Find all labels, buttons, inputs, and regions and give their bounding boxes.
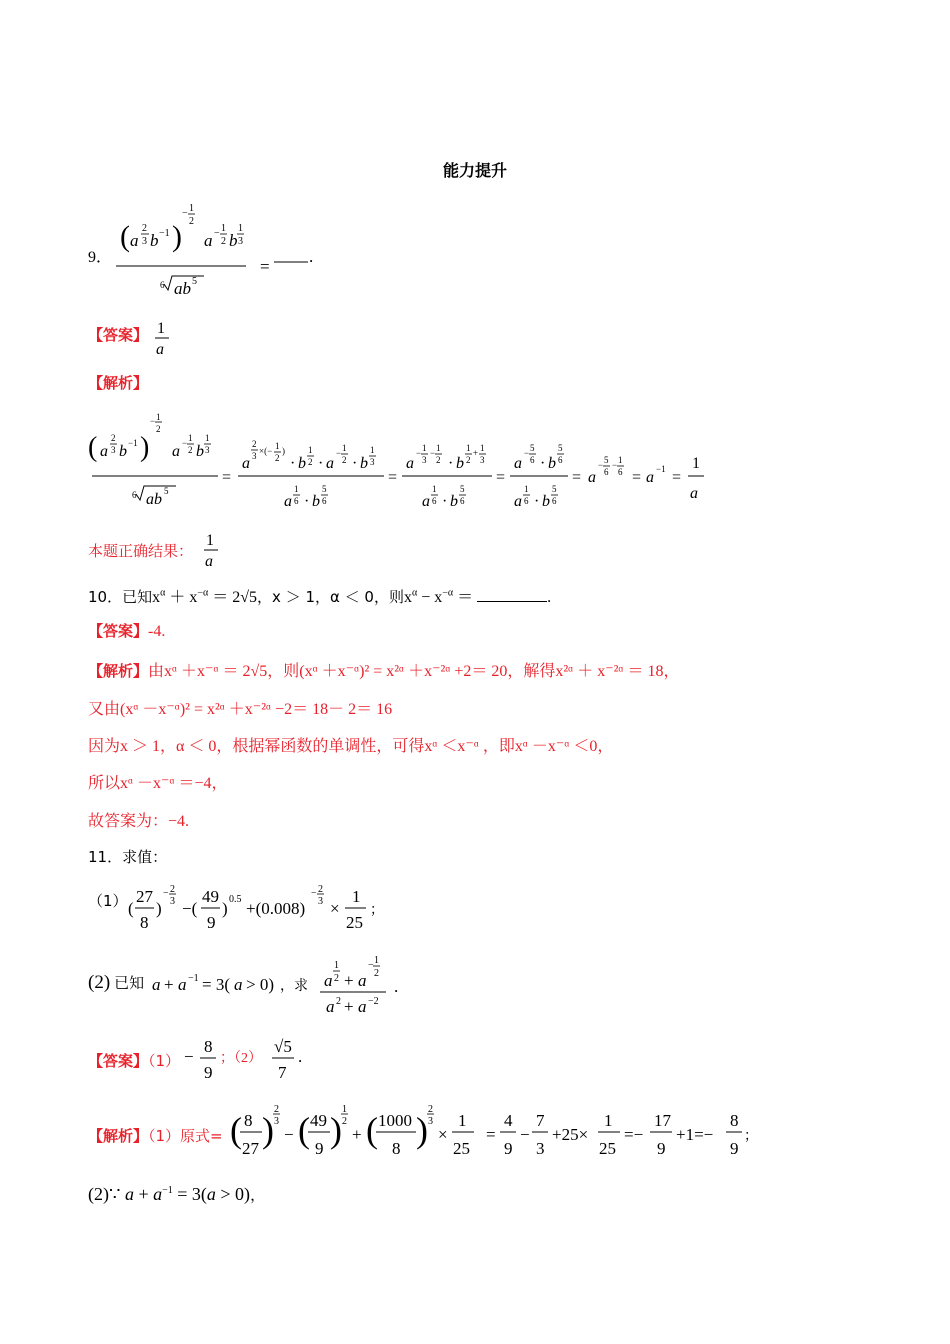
svg-text:(: ( — [298, 1110, 310, 1150]
svg-text:9: 9 — [207, 913, 216, 932]
section-title: 能力提升 — [442, 161, 507, 180]
svg-text:a: a — [326, 455, 334, 472]
svg-text:+: + — [473, 448, 479, 458]
answer-blank — [477, 589, 547, 602]
svg-text:1: 1 — [432, 484, 437, 494]
svg-text:4: 4 — [504, 1111, 513, 1130]
svg-text:2: 2 — [436, 455, 441, 465]
svg-text:= 3(: = 3( — [202, 975, 230, 994]
svg-text:a: a — [242, 455, 250, 472]
svg-text:8: 8 — [204, 1037, 213, 1056]
svg-text:·: · — [304, 493, 310, 510]
conclusion-label: 本题正确结果： — [88, 542, 194, 560]
svg-text:a: a — [514, 455, 522, 472]
svg-text:2: 2 — [374, 968, 379, 979]
svg-text:−1: −1 — [128, 438, 138, 448]
q9-conclusion — [88, 540, 193, 561]
svg-text:1: 1 — [374, 955, 379, 966]
svg-text:−: − — [524, 448, 530, 458]
svg-text:7: 7 — [536, 1111, 545, 1130]
svg-text:3: 3 — [318, 896, 323, 907]
svg-text:): ) — [156, 899, 162, 918]
svg-text:25: 25 — [599, 1139, 616, 1158]
svg-text:(: ( — [128, 899, 134, 918]
svg-text:−: − — [520, 1125, 530, 1144]
question-11: 11．求值： — [88, 848, 168, 866]
svg-text:.: . — [298, 1047, 303, 1066]
q10-stem-end: . — [547, 589, 552, 606]
svg-text:·: · — [540, 455, 546, 472]
q10-target: $x^\alpha - x^{-\alpha}$ ＝ — [403, 587, 478, 606]
svg-text:−2: −2 — [368, 996, 379, 1007]
q10-analysis-line-1 — [88, 658, 679, 681]
svg-text:> 0): > 0) — [246, 975, 274, 994]
svg-text:): ) — [262, 1110, 274, 1150]
svg-text:): ) — [282, 446, 285, 456]
svg-text:a: a — [422, 493, 430, 510]
svg-text:3: 3 — [142, 236, 147, 247]
svg-text:6: 6 — [558, 455, 563, 465]
svg-text:6: 6 — [552, 496, 557, 506]
part-label: (2) — [88, 972, 111, 993]
answer-label: 【答案】 — [88, 622, 149, 640]
svg-text:3: 3 — [480, 455, 485, 465]
svg-text:17: 17 — [654, 1111, 671, 1130]
q11-part-1-expression — [126, 880, 396, 936]
svg-text:25: 25 — [346, 913, 363, 932]
svg-text:=: = — [222, 469, 232, 486]
svg-text:7: 7 — [278, 1063, 287, 1082]
svg-text:；: ； — [370, 903, 384, 918]
q9-analysis — [88, 372, 148, 393]
svg-text:a: a — [205, 553, 213, 570]
svg-text:3: 3 — [238, 236, 243, 247]
svg-text:49: 49 — [202, 887, 219, 906]
svg-text:=: = — [632, 469, 642, 486]
svg-text:): ) — [222, 899, 228, 918]
answer-value: -4. — [148, 623, 166, 640]
svg-text:5: 5 — [604, 455, 609, 465]
svg-text:a: a — [406, 455, 414, 472]
svg-text:9: 9 — [504, 1139, 513, 1158]
svg-text:a: a — [152, 975, 161, 994]
analysis-label: 【解析】 — [88, 374, 149, 392]
svg-text:6: 6 — [618, 467, 623, 477]
svg-text:1: 1 — [692, 455, 700, 472]
svg-text:·: · — [318, 455, 324, 472]
svg-text:6: 6 — [530, 455, 535, 465]
svg-text:27: 27 — [136, 887, 153, 906]
q9-answer-fraction — [152, 318, 174, 360]
svg-text:27: 27 — [242, 1139, 259, 1158]
svg-text:b: b — [450, 493, 458, 510]
svg-text:1: 1 — [342, 443, 347, 453]
svg-text:ab: ab — [146, 491, 162, 508]
q10-answer — [88, 620, 165, 641]
svg-text:9: 9 — [204, 1063, 213, 1082]
svg-text:9: 9 — [657, 1139, 666, 1158]
svg-text:a: a — [284, 493, 292, 510]
q11-analysis — [88, 1125, 223, 1146]
svg-text:2: 2 — [334, 973, 339, 984]
svg-text:6: 6 — [432, 496, 437, 506]
svg-text:1: 1 — [618, 455, 623, 465]
svg-text:；: ； — [744, 1129, 758, 1144]
svg-text:a: a — [646, 469, 654, 486]
svg-text:2: 2 — [170, 884, 175, 895]
svg-text:a: a — [156, 341, 164, 358]
svg-text:×: × — [438, 1125, 448, 1144]
svg-text:1: 1 — [221, 223, 226, 234]
svg-text:·: · — [352, 455, 358, 472]
answer-part-1-label: （1） — [148, 1052, 181, 1070]
svg-text:b: b — [229, 231, 238, 250]
q11-analysis-expression — [230, 1100, 760, 1170]
svg-text:a: a — [324, 971, 333, 990]
svg-text:−: − — [214, 228, 220, 239]
svg-text:1: 1 — [466, 443, 471, 453]
svg-text:1: 1 — [370, 445, 375, 455]
q10-stem-prefix: 10．已知 — [88, 588, 153, 606]
svg-text:a: a — [234, 975, 243, 994]
svg-text:1: 1 — [458, 1111, 467, 1130]
q10-analysis-line-4: 所以xᵅ －x⁻ᵅ ＝−4， — [88, 775, 228, 792]
svg-text:b: b — [150, 231, 159, 250]
known-label: 已知 — [114, 974, 145, 992]
svg-text:a: a — [358, 971, 367, 990]
svg-text:−: − — [182, 208, 188, 219]
svg-text:5: 5 — [558, 443, 563, 453]
svg-text:5: 5 — [530, 443, 535, 453]
svg-text:ab: ab — [174, 279, 191, 298]
svg-text:5: 5 — [460, 484, 465, 494]
svg-text:−: − — [416, 448, 422, 458]
svg-text:+: + — [344, 971, 354, 990]
svg-text:=: = — [486, 1125, 496, 1144]
q11-part-2-expression — [148, 954, 408, 1018]
svg-text:2: 2 — [342, 455, 347, 465]
svg-text:.: . — [394, 977, 399, 996]
svg-text:): ) — [140, 432, 150, 463]
svg-text:b: b — [548, 455, 556, 472]
svg-text:2: 2 — [221, 236, 226, 247]
analysis-part-1: （1）原式= — [148, 1127, 223, 1145]
svg-text:1: 1 — [436, 443, 441, 453]
svg-text:−: − — [150, 416, 156, 426]
svg-text:1: 1 — [334, 960, 339, 971]
svg-text:): ) — [416, 1110, 428, 1150]
svg-text:2: 2 — [274, 1104, 279, 1115]
svg-text:1: 1 — [206, 532, 214, 549]
svg-text:2: 2 — [428, 1104, 433, 1115]
svg-text:=: = — [388, 469, 398, 486]
svg-text:−: − — [163, 888, 169, 899]
svg-text:6: 6 — [322, 496, 327, 506]
question-9 — [88, 244, 112, 267]
svg-text:1: 1 — [480, 443, 485, 453]
svg-text:(: ( — [120, 220, 130, 253]
svg-text:2: 2 — [466, 455, 471, 465]
svg-text:2: 2 — [308, 457, 313, 467]
svg-text:a: a — [326, 997, 335, 1016]
svg-text:+: + — [164, 975, 174, 994]
svg-text:5: 5 — [552, 484, 557, 494]
question-9-expression — [112, 198, 322, 304]
q11-part-2-solution — [88, 1184, 265, 1205]
svg-text:−: − — [336, 448, 342, 458]
svg-text:6: 6 — [294, 496, 299, 506]
svg-text:2: 2 — [142, 223, 147, 234]
q10-analysis-line-5: 故答案为：−4. — [88, 813, 190, 830]
svg-text:5: 5 — [164, 486, 169, 496]
svg-text:3: 3 — [428, 1116, 433, 1127]
part-2-solution-end: ， — [250, 1186, 266, 1204]
q10-condition-1: $x^\alpha + x^{-\alpha} = 2√5$ — [152, 587, 258, 606]
svg-text:−: − — [182, 438, 188, 448]
svg-text:1: 1 — [238, 223, 243, 234]
svg-text:8: 8 — [730, 1111, 739, 1130]
svg-text:2: 2 — [188, 445, 193, 455]
svg-text:25: 25 — [453, 1139, 470, 1158]
svg-text:+1=−: +1=− — [676, 1125, 714, 1144]
svg-text:a: a — [130, 231, 139, 250]
svg-text:·: · — [448, 455, 454, 472]
svg-text:b: b — [312, 493, 320, 510]
svg-text:·: · — [534, 493, 540, 510]
svg-text:8: 8 — [244, 1111, 253, 1130]
svg-text:3: 3 — [252, 451, 257, 461]
svg-text:(: ( — [88, 432, 98, 463]
q9-analysis-derivation — [88, 410, 718, 520]
svg-text:−1: −1 — [188, 973, 199, 984]
svg-text:×: × — [330, 899, 340, 918]
svg-text:=: = — [572, 469, 582, 486]
svg-text:b: b — [298, 455, 306, 472]
svg-text:−1: −1 — [656, 464, 666, 474]
answer-label: 【答案】 — [88, 1052, 149, 1070]
q11-answer-values — [184, 1034, 314, 1088]
svg-text:1: 1 — [342, 1104, 347, 1115]
analysis-label: 【解析】 — [88, 1127, 149, 1145]
svg-text:1: 1 — [422, 443, 427, 453]
svg-text:0.5: 0.5 — [229, 894, 242, 905]
svg-text:2: 2 — [111, 433, 116, 443]
svg-text:1: 1 — [189, 203, 194, 214]
svg-text:×(−: ×(− — [259, 446, 273, 456]
q9-answer — [88, 324, 148, 345]
q11-part-1 — [88, 890, 128, 911]
svg-text:5: 5 — [322, 484, 327, 494]
svg-text:6: 6 — [524, 496, 529, 506]
svg-text:−: − — [430, 448, 436, 458]
svg-text:·: · — [290, 455, 296, 472]
svg-text:−: − — [184, 1047, 194, 1066]
svg-text:，求: ，求 — [280, 979, 308, 994]
svg-text:49: 49 — [310, 1111, 327, 1130]
svg-text:√5: √5 — [274, 1037, 292, 1056]
svg-text:−: − — [368, 960, 374, 971]
svg-text:−: − — [284, 1125, 294, 1144]
answer-label: 【答案】 — [88, 326, 149, 344]
svg-text:−: − — [598, 460, 604, 470]
analysis-label: 【解析】 — [88, 662, 149, 680]
svg-text:6: 6 — [160, 280, 165, 290]
svg-text:9: 9 — [730, 1139, 739, 1158]
svg-text:5: 5 — [192, 276, 197, 287]
svg-text:−: − — [612, 460, 618, 470]
svg-text:1: 1 — [604, 1111, 613, 1130]
svg-text:a: a — [588, 469, 596, 486]
svg-text:8: 8 — [392, 1139, 401, 1158]
svg-text:.: . — [309, 247, 314, 266]
svg-text:2: 2 — [189, 216, 194, 227]
question-10 — [88, 584, 551, 607]
part-2-solution-text: (2)∵ $a + a^{-1} = 3(a > 0)$ — [88, 1184, 251, 1204]
svg-text:2: 2 — [275, 453, 280, 463]
svg-text:3: 3 — [370, 457, 375, 467]
svg-text:·: · — [442, 493, 448, 510]
svg-text:6: 6 — [460, 496, 465, 506]
svg-text:): ) — [172, 220, 182, 253]
svg-text:1: 1 — [156, 412, 161, 422]
q11-answer — [88, 1050, 180, 1071]
svg-text:3: 3 — [205, 445, 210, 455]
svg-text:=: = — [672, 469, 682, 486]
svg-text:a: a — [690, 485, 698, 502]
svg-text:3: 3 — [170, 896, 175, 907]
svg-text:3: 3 — [422, 455, 427, 465]
analysis-text: 由xᵅ ＋x⁻ᵅ ＝ 2√5，则(xᵅ ＋x⁻ᵅ)² = x²ᵅ ＋x⁻²ᵅ +2＝ 20，解得x²ᵅ ＋ x⁻²ᵅ ＝ 18， — [148, 663, 680, 680]
svg-text:2: 2 — [156, 424, 161, 434]
q10-analysis-line-3: 因为x ＞ 1，α ＜ 0，根据幂函数的单调性，可得xᵅ ＜x⁻ᵅ ，即xᵅ －x⁻ᵅ ＜0， — [88, 738, 614, 755]
svg-text:2: 2 — [318, 884, 323, 895]
q9-conclusion-fraction — [201, 530, 223, 572]
svg-text:b: b — [119, 443, 127, 460]
svg-text:1: 1 — [205, 433, 210, 443]
svg-text:6: 6 — [604, 467, 609, 477]
svg-text:a: a — [100, 443, 108, 460]
svg-text:2: 2 — [336, 996, 341, 1007]
svg-text:2: 2 — [252, 439, 257, 449]
svg-text:a: a — [204, 231, 213, 250]
svg-text:+: + — [344, 997, 354, 1016]
svg-text:1: 1 — [308, 445, 313, 455]
svg-text:3: 3 — [274, 1116, 279, 1127]
svg-text:1: 1 — [275, 441, 280, 451]
question-number: 9． — [88, 249, 113, 266]
part-label: （1） — [88, 892, 128, 910]
svg-text:3: 3 — [111, 445, 116, 455]
svg-text:b: b — [456, 455, 464, 472]
svg-text:2: 2 — [342, 1116, 347, 1127]
svg-text:(: ( — [366, 1110, 378, 1150]
svg-text:6: 6 — [132, 490, 137, 500]
svg-text:b: b — [542, 493, 550, 510]
svg-text:；（2）: ；（2） — [220, 1051, 262, 1066]
svg-text:+(0.008): +(0.008) — [246, 899, 306, 918]
svg-text:a: a — [178, 975, 187, 994]
q10-condition-2: ，x ＞ 1，α ＜ 0，则 — [257, 588, 404, 606]
svg-text:1: 1 — [157, 320, 165, 337]
svg-text:b: b — [196, 443, 204, 460]
svg-text:3: 3 — [536, 1139, 545, 1158]
svg-text:=: = — [260, 257, 270, 276]
svg-text:=−: =− — [624, 1125, 644, 1144]
svg-text:(: ( — [230, 1110, 242, 1150]
q11-part-2 — [88, 972, 144, 994]
svg-text:1: 1 — [524, 484, 529, 494]
svg-text:−: − — [311, 888, 317, 899]
svg-text:): ) — [330, 1110, 342, 1150]
svg-text:9: 9 — [315, 1139, 324, 1158]
q10-analysis-line-2: 又由(xᵅ －x⁻ᵅ)² = x²ᵅ ＋x⁻²ᵅ −2＝ 18－ 2＝ 16 — [88, 701, 393, 718]
svg-text:+: + — [352, 1125, 362, 1144]
svg-text:a: a — [172, 443, 180, 460]
svg-text:a: a — [514, 493, 522, 510]
svg-text:1000: 1000 — [378, 1111, 412, 1130]
svg-text:1: 1 — [352, 887, 361, 906]
svg-text:a: a — [358, 997, 367, 1016]
svg-text:−1: −1 — [159, 228, 170, 239]
svg-text:=: = — [496, 469, 506, 486]
svg-text:1: 1 — [294, 484, 299, 494]
svg-text:8: 8 — [140, 913, 149, 932]
svg-text:+25×: +25× — [552, 1125, 589, 1144]
svg-text:b: b — [360, 455, 368, 472]
svg-text:−(: −( — [182, 899, 198, 918]
svg-text:1: 1 — [188, 433, 193, 443]
